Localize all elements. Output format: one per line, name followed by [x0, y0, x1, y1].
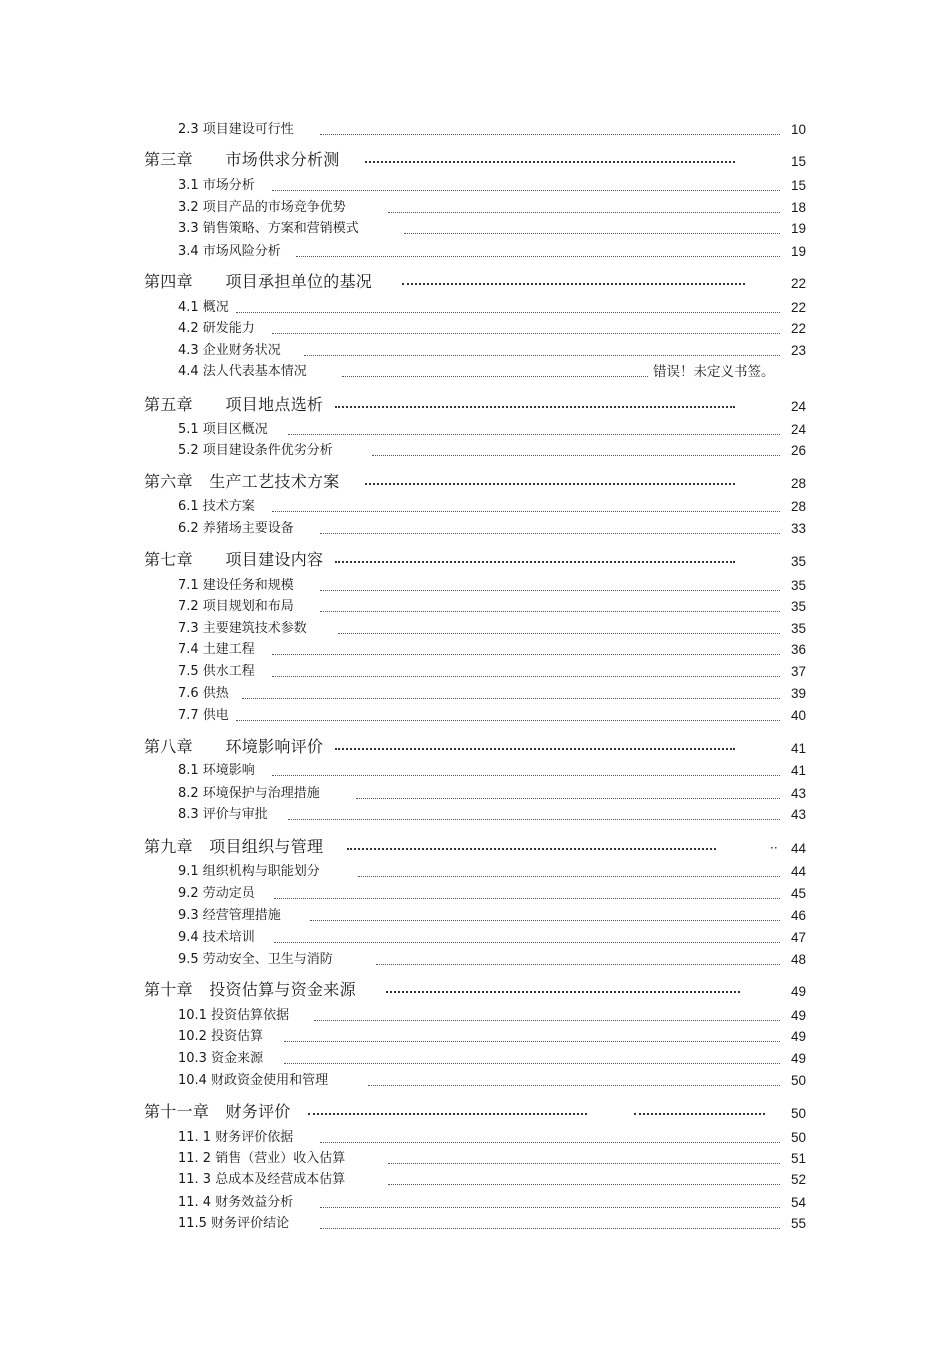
- toc-page-number: 35: [790, 621, 806, 636]
- toc-page-number: 错误！未定义书签。: [653, 364, 775, 379]
- toc-section-entry[interactable]: [0, 198, 950, 218]
- toc-entry-title: 4.3 企业财务状况: [178, 343, 281, 358]
- dot-leader: [284, 1040, 780, 1042]
- dot-leader: [404, 232, 780, 234]
- dot-leader: [320, 1227, 780, 1229]
- toc-section-entry[interactable]: [0, 784, 950, 804]
- toc-page-number: 35: [790, 578, 806, 593]
- toc-chapter-entry[interactable]: [0, 150, 950, 170]
- dot-leader: [358, 875, 780, 877]
- toc-entry-title: 2.3 项目建设可行性: [178, 122, 294, 137]
- toc-entry-title: 第六章 生产工艺技术方案: [144, 472, 340, 491]
- toc-page-number: 19: [790, 244, 806, 259]
- toc-entry-title: 7.4 土建工程: [178, 642, 255, 657]
- toc-page-number: 18: [790, 200, 806, 215]
- toc-page-number: 50: [790, 1106, 806, 1121]
- toc-page-number: 43: [790, 786, 806, 801]
- toc-entry-title: 7.7 供电: [178, 708, 229, 723]
- toc-entry-title: 11. 1 财务评价依据: [178, 1130, 294, 1145]
- toc-section-entry[interactable]: [0, 1214, 950, 1234]
- dot-leader: [320, 1206, 780, 1208]
- toc-section-entry[interactable]: [0, 497, 950, 517]
- toc-chapter-entry[interactable]: [0, 837, 950, 857]
- toc-page-number: 22: [790, 300, 806, 315]
- toc-entry-title: 10.4 财政资金使用和管理: [178, 1073, 329, 1088]
- toc-section-entry[interactable]: [0, 950, 950, 970]
- toc-page-number: 33: [790, 521, 806, 536]
- toc-section-entry[interactable]: [0, 420, 950, 440]
- toc-section-entry[interactable]: [0, 684, 950, 704]
- toc-section-entry[interactable]: [0, 362, 950, 382]
- toc-page-number: 54: [790, 1195, 806, 1210]
- toc-page-number: 24: [790, 399, 806, 414]
- toc-page-number: 22: [790, 276, 806, 291]
- dot-leader: [634, 1112, 765, 1115]
- dot-leader: [386, 990, 740, 993]
- toc-section-entry[interactable]: [0, 906, 950, 926]
- toc-section-entry[interactable]: [0, 120, 950, 140]
- dot-leader: [320, 1141, 780, 1143]
- toc-section-entry[interactable]: [0, 319, 950, 339]
- toc-page-number: 15: [790, 154, 806, 169]
- toc-section-entry[interactable]: [0, 219, 950, 239]
- toc-section-entry[interactable]: [0, 576, 950, 596]
- dot-leader: [335, 747, 735, 750]
- toc-entry-title: 7.3 主要建筑技术参数: [178, 621, 307, 636]
- toc-page-number: 35: [790, 599, 806, 614]
- toc-entry-title: 10.2 投资估算: [178, 1029, 264, 1044]
- dot-leader: [388, 1183, 780, 1185]
- dot-leader: [272, 653, 780, 655]
- toc-section-entry[interactable]: [0, 597, 950, 617]
- toc-entry-title: 3.1 市场分析: [178, 178, 255, 193]
- toc-page-number: 15: [790, 178, 806, 193]
- toc-section-entry[interactable]: [0, 761, 950, 781]
- toc-entry-title: 4.4 法人代表基本情况: [178, 364, 307, 379]
- toc-section-entry[interactable]: [0, 662, 950, 682]
- toc-page-number: 22: [790, 321, 806, 336]
- toc-entry-title: 7.5 供水工程: [178, 664, 255, 679]
- toc-entry-title: 11. 2 销售（营业）收入估算: [178, 1151, 346, 1166]
- toc-entry-title: 6.2 养猪场主要设备: [178, 521, 294, 536]
- dot-leader: [368, 1084, 780, 1086]
- dot-leader: [242, 697, 780, 699]
- toc-entry-title: 第十一章 财务评价: [144, 1102, 291, 1121]
- dot-leader: [372, 454, 780, 456]
- dot-leader: [272, 510, 780, 512]
- toc-page-number: 26: [790, 443, 806, 458]
- toc-entry-title: 5.1 项目区概况: [178, 422, 268, 437]
- toc-entry-title: 11.5 财务评价结论: [178, 1216, 290, 1231]
- dot-leader: [288, 433, 780, 435]
- toc-entry-title: 9.4 技术培训: [178, 930, 255, 945]
- toc-page-number: 39: [790, 686, 806, 701]
- toc-entry-title: 10.3 资金来源: [178, 1051, 264, 1066]
- toc-entry-title: 6.1 技术方案: [178, 499, 255, 514]
- toc-section-entry[interactable]: [0, 862, 950, 882]
- dot-leader: [320, 532, 780, 534]
- toc-page-number: 46: [790, 908, 806, 923]
- dot-leader: [288, 818, 780, 820]
- toc-page-number: 47: [790, 930, 806, 945]
- toc-entry-title: 第十章 投资估算与资金来源: [144, 980, 356, 999]
- toc-page-number: 49: [790, 1008, 806, 1023]
- toc-entry-title: 第九章 项目组织与管理: [144, 837, 324, 856]
- toc-entry-title: 10.1 投资估算依据: [178, 1008, 290, 1023]
- dot-leader: [376, 963, 780, 965]
- toc-section-entry[interactable]: [0, 176, 950, 196]
- toc-chapter-entry[interactable]: [0, 550, 950, 570]
- toc-section-entry[interactable]: [0, 242, 950, 262]
- dot-leader: [356, 797, 780, 799]
- toc-page-number: 37: [790, 664, 806, 679]
- toc-entry-title: 9.1 组织机构与职能划分: [178, 864, 320, 879]
- toc-page-number: 48: [790, 952, 806, 967]
- toc-entry-title: 7.6 供热: [178, 686, 229, 701]
- toc-page-number: 28: [790, 499, 806, 514]
- toc-section-entry[interactable]: [0, 1170, 950, 1190]
- toc-page-number: 24: [790, 422, 806, 437]
- toc-entry-title: 第七章 项目建设内容: [144, 550, 324, 569]
- toc-entry-title: 第三章 市场供求分析测: [144, 150, 340, 169]
- toc-entry-title: 第八章 环境影响评价: [144, 737, 324, 756]
- toc-section-entry[interactable]: [0, 1071, 950, 1091]
- dot-leader: [310, 919, 780, 921]
- toc-page-number: 41: [790, 741, 806, 756]
- toc-section-entry[interactable]: [0, 1128, 950, 1148]
- dot-leader: [365, 160, 735, 163]
- toc-entry-title: 第四章 项目承担单位的基况: [144, 272, 373, 291]
- toc-section-entry[interactable]: [0, 640, 950, 660]
- dot-leader: [335, 560, 735, 563]
- toc-page-number: 50: [790, 1073, 806, 1088]
- toc-entry-title: 8.3 评价与审批: [178, 807, 268, 822]
- dot-leader-fragment: ··: [770, 841, 778, 855]
- dot-leader: [272, 189, 780, 191]
- toc-page-number: 28: [790, 476, 806, 491]
- toc-section-entry[interactable]: [0, 1149, 950, 1169]
- toc-page-number: 51: [790, 1151, 806, 1166]
- toc-entry-title: 11. 4 财务效益分析: [178, 1195, 294, 1210]
- toc-section-entry[interactable]: [0, 619, 950, 639]
- dot-leader: [402, 282, 745, 285]
- dot-leader: [308, 1112, 587, 1115]
- toc-entry-title: 第五章 项目地点选析: [144, 395, 324, 414]
- toc-entry-title: 7.1 建设任务和规模: [178, 578, 294, 593]
- toc-entry-title: 8.2 环境保护与治理措施: [178, 786, 320, 801]
- toc-page-number: 44: [790, 841, 806, 856]
- toc-chapter-entry[interactable]: [0, 472, 950, 492]
- dot-leader: [304, 354, 780, 356]
- toc-chapter-entry[interactable]: [0, 1102, 950, 1122]
- toc-page-number: 35: [790, 554, 806, 569]
- dot-leader: [272, 332, 780, 334]
- toc-entry-title: 7.2 项目规划和布局: [178, 599, 294, 614]
- toc-entry-title: 3.2 项目产品的市场竞争优势: [178, 200, 346, 215]
- toc-page-number: 44: [790, 864, 806, 879]
- toc-page-number: 43: [790, 807, 806, 822]
- toc-chapter-entry[interactable]: [0, 980, 950, 1000]
- dot-leader: [320, 610, 780, 612]
- toc-entry-title: 4.1 概况: [178, 300, 229, 315]
- toc-entry-title: 11. 3 总成本及经营成本估算: [178, 1172, 346, 1187]
- toc-page-number: 10: [790, 122, 806, 137]
- toc-section-entry[interactable]: [0, 1049, 950, 1069]
- toc-section-entry[interactable]: [0, 928, 950, 948]
- toc-page-number: 40: [790, 708, 806, 723]
- toc-chapter-entry[interactable]: [0, 737, 950, 757]
- dot-leader: [338, 632, 780, 634]
- dot-leader: [272, 774, 780, 776]
- dot-leader: [388, 1162, 780, 1164]
- toc-entry-title: 4.2 研发能力: [178, 321, 255, 336]
- dot-leader: [320, 589, 780, 591]
- toc-page-number: 19: [790, 221, 806, 236]
- toc-entry-title: 8.1 环境影响: [178, 763, 255, 778]
- dot-leader: [335, 405, 735, 408]
- toc-page-number: 55: [790, 1216, 806, 1231]
- toc-section-entry[interactable]: [0, 805, 950, 825]
- toc-section-entry[interactable]: [0, 441, 950, 461]
- toc-entry-title: 9.3 经营管理措施: [178, 908, 281, 923]
- dot-leader: [272, 675, 780, 677]
- toc-section-entry[interactable]: [0, 1006, 950, 1026]
- toc-section-entry[interactable]: [0, 298, 950, 318]
- toc-page-number: 41: [790, 763, 806, 778]
- toc-page-number: 49: [790, 1051, 806, 1066]
- toc-section-entry[interactable]: [0, 1027, 950, 1047]
- dot-leader: [236, 719, 780, 721]
- toc-section-entry[interactable]: [0, 884, 950, 904]
- toc-section-entry[interactable]: [0, 1193, 950, 1213]
- toc-section-entry[interactable]: [0, 341, 950, 361]
- dot-leader: [274, 941, 780, 943]
- toc-entry-title: 5.2 项目建设条件优劣分析: [178, 443, 333, 458]
- dot-leader: [342, 375, 648, 377]
- toc-page-number: 50: [790, 1130, 806, 1145]
- toc-section-entry[interactable]: [0, 519, 950, 539]
- toc-page-number: 45: [790, 886, 806, 901]
- toc-page-number: 36: [790, 642, 806, 657]
- dot-leader: [388, 211, 780, 213]
- toc-chapter-entry[interactable]: [0, 395, 950, 415]
- toc-page-number: 49: [790, 1029, 806, 1044]
- toc-page-number: 52: [790, 1172, 806, 1187]
- dot-leader: [236, 311, 780, 313]
- toc-entry-title: 9.2 劳动定员: [178, 886, 255, 901]
- toc-page-number: 49: [790, 984, 806, 999]
- toc-entry-title: 3.3 销售策略、方案和营销模式: [178, 221, 359, 236]
- dot-leader: [314, 1019, 780, 1021]
- toc-section-entry[interactable]: [0, 706, 950, 726]
- dot-leader: [296, 255, 780, 257]
- dot-leader: [274, 897, 780, 899]
- toc-chapter-entry[interactable]: [0, 272, 950, 292]
- toc-entry-title: 9.5 劳动安全、卫生与消防: [178, 952, 333, 967]
- dot-leader: [320, 133, 780, 135]
- toc-entry-title: 3.4 市场风险分析: [178, 244, 281, 259]
- dot-leader: [347, 847, 716, 850]
- dot-leader: [365, 482, 735, 485]
- dot-leader: [284, 1062, 780, 1064]
- toc-page-number: 23: [790, 343, 806, 358]
